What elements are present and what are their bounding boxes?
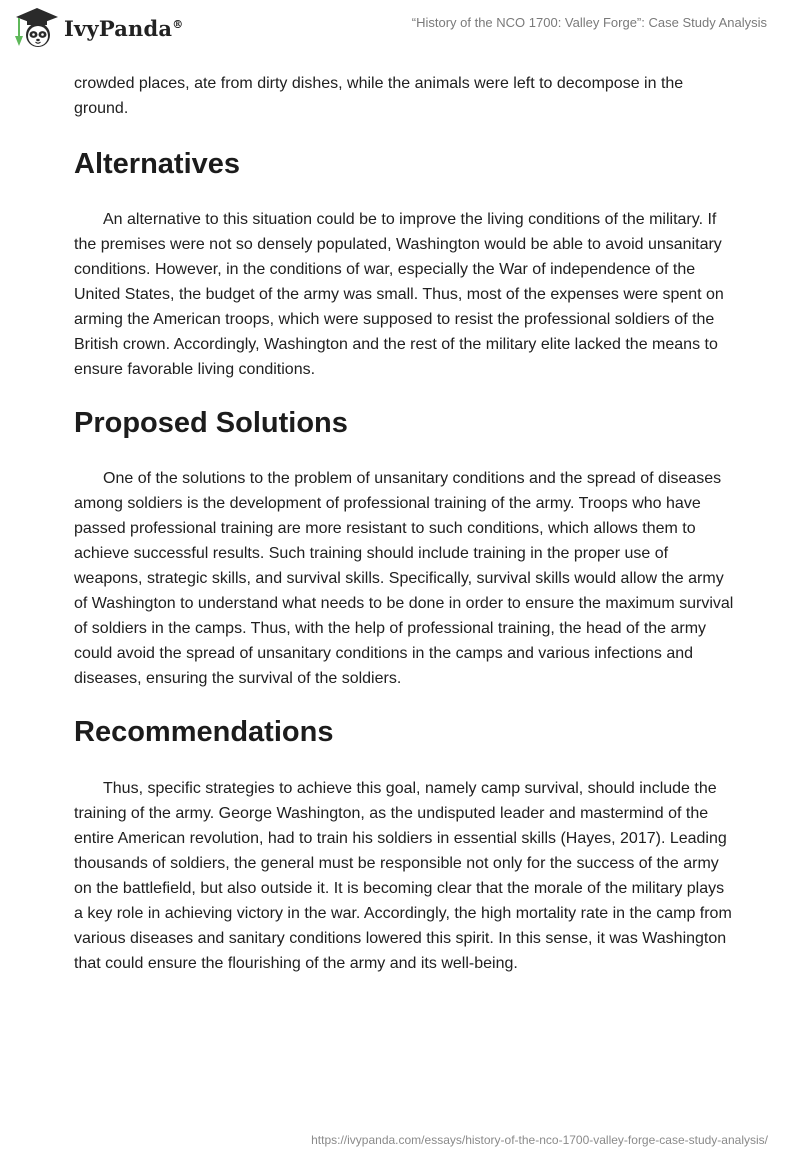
intro-paragraph: crowded places, ate from dirty dishes, while the animals were left to decompose in the ground. bbox=[74, 75, 684, 117]
heading-proposed-solutions: Proposed Solutions bbox=[74, 407, 348, 439]
paragraph-alternatives: An alternative to this situation could be to improve the living conditions of the military. If the premises were not so densely populated, Washington would be able to avoid unsanitary conditions. However, in the conditions of war, especially the War of independence of the United States, the budget of the army was small. Thus, most of the expenses were spent on arming the American troops, which were supposed to resist the professional soldiers of the British crown. Accordingly, Washington and the rest of the military elite lacked the means to ensure favorable living conditions. bbox=[74, 211, 724, 378]
document-title: “History of the NCO 1700: Valley Forge”: Case Study Analysis bbox=[411, 15, 767, 30]
heading-recommendations: Recommendations bbox=[74, 716, 334, 748]
heading-alternatives: Alternatives bbox=[74, 148, 241, 180]
logo-wordmark: IvyPanda® bbox=[64, 15, 184, 41]
paragraph-recommendations: Thus, specific strategies to achieve this goal, namely camp survival, should include the training of the army. George Washington, as the undisputed leader and mastermind of the entire American revolution, had to train his soldiers in essential skills (Hayes, 2017). Leading thousands of soldiers, the general must be responsible not only for the success of the army on the battlefield, but also outside it. It is becoming clear that the morale of the military plays a key role in achieving victory in the war. Accordingly, the high mortality rate in the camp from various diseases and sanitary conditions lowered this spirit. In this sense, it was Washington that could ensure the flourishing of the army and its well-being. bbox=[74, 780, 732, 972]
ivypanda-logo[interactable] bbox=[14, 6, 183, 50]
registered-mark: ® bbox=[172, 17, 184, 31]
panda-graduate-icon bbox=[14, 6, 60, 50]
source-url[interactable]: https://ivypanda.com/essays/history-of-the-nco-1700-valley-forge-case-study-analysis/ bbox=[311, 1133, 768, 1147]
essay-body bbox=[74, 71, 734, 976]
paragraph-proposed-solutions: One of the solutions to the problem of unsanitary conditions and the spread of diseases among soldiers is the development of professional training of the army. Troops who have passed professional training are more resistant to such conditions, which allows them to achieve successful results. Such training should include training in the proper use of weapons, strategic skills, and survival skills. Specifically, survival skills would allow the army of Washington to understand what needs to be done in order to ensure the maximum survival of soldiers in the camps. Thus, with the help of professional training, the head of the army could avoid the spread of unsanitary conditions in the camps and various infections and diseases, ensuring the survival of the soldiers. bbox=[74, 470, 734, 687]
page-header bbox=[0, 0, 800, 64]
